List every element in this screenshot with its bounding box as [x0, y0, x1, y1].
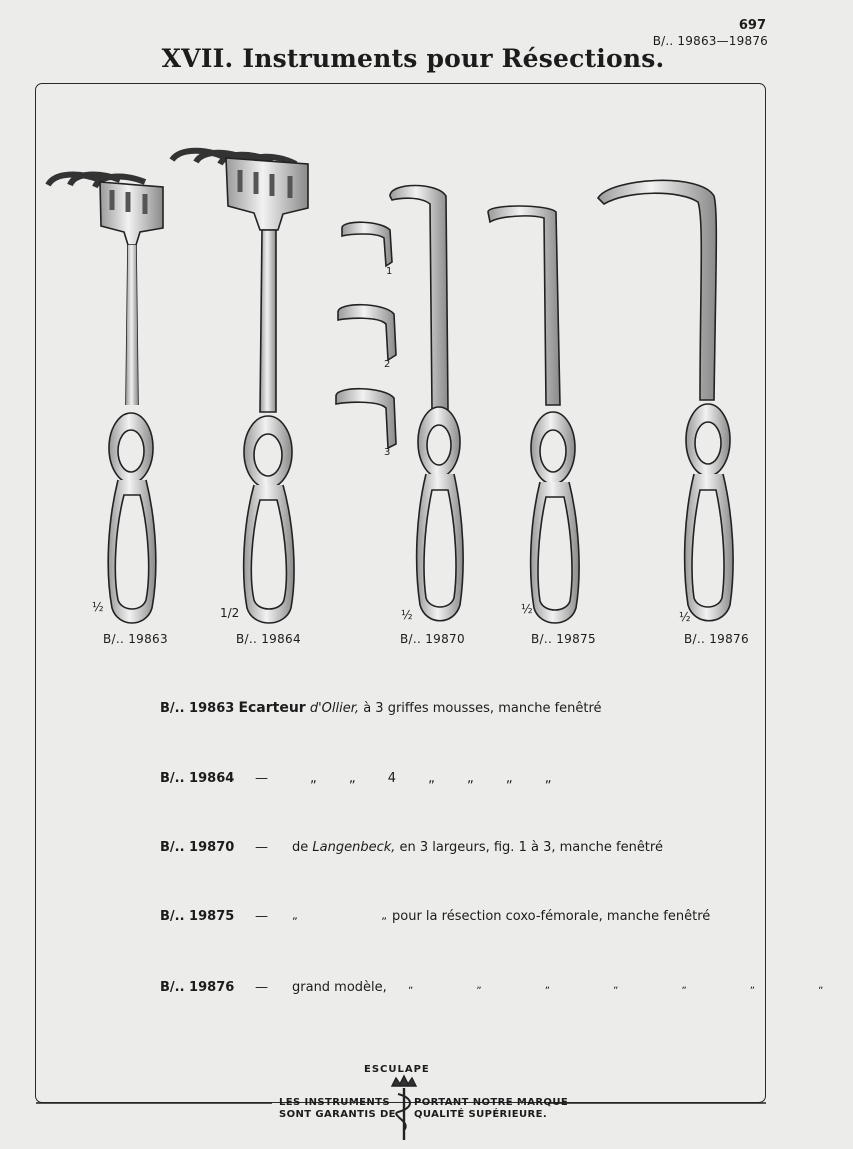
entry-text: à 3 griffes mousses, manche fenêtré — [363, 701, 602, 716]
entry-text: grand modèle, — [292, 980, 387, 995]
entry-dash: — — [255, 840, 268, 855]
footer-right-line2: QUALITÉ SUPÉRIEURE. — [414, 1109, 548, 1120]
entry-text-pre: de — [292, 840, 309, 855]
figure-label-19870: B/.. 19870 — [400, 632, 465, 646]
entry-ref: B/.. 19864 — [160, 771, 235, 786]
entry-author: d'Ollier, — [309, 701, 360, 716]
variant-number-1: 1 — [386, 266, 393, 277]
entry-19870 — [160, 840, 663, 855]
entry-19876 — [160, 980, 853, 995]
variant-number-2: 2 — [384, 359, 391, 370]
retractor-19864-drawing — [172, 151, 308, 623]
footer-guarantee-left — [279, 1097, 396, 1121]
entry-text: „ „ 4 „ „ „ „ — [310, 771, 566, 786]
retractor-19876-drawing — [598, 180, 733, 620]
entry-19863 — [160, 700, 602, 716]
scale-19863: ½ — [92, 600, 104, 614]
page-number: 697 — [738, 18, 766, 33]
footer-right-line1: PORTANT NOTRE MARQUE — [414, 1097, 569, 1108]
footer-guarantee-right — [414, 1097, 568, 1121]
retractor-19863-drawing — [48, 175, 163, 623]
entry-text: en 3 largeurs, fig. 1 à 3, manche fenêtré — [399, 840, 663, 855]
scale-19864: 1/2 — [220, 606, 240, 620]
entry-ref: B/.. 19863 — [160, 701, 235, 716]
scale-19875: ½ — [521, 602, 533, 616]
entry-19875 — [160, 909, 711, 924]
entry-description — [292, 840, 663, 855]
langenbeck-variant-drawings — [336, 222, 396, 448]
figure-label-19863: B/.. 19863 — [103, 632, 168, 646]
entry-dash: — — [255, 771, 268, 786]
figure-label-19875: B/.. 19875 — [531, 632, 596, 646]
figure-label-19876: B/.. 19876 — [684, 632, 749, 646]
brand-esculape: ESCULAPE — [364, 1064, 430, 1075]
variant-number-3: 3 — [384, 447, 391, 458]
entry-ditto: „ „ — [292, 909, 427, 922]
entry-text: pour la résection coxo-fémorale, manche fenêtré — [392, 909, 711, 924]
scale-19876: ½ — [679, 610, 691, 624]
scale-19870: ½ — [401, 608, 413, 622]
page-title: XVII. Instruments pour Résections. — [161, 44, 665, 73]
entry-name: Ecarteur — [238, 700, 306, 716]
entry-ref: B/.. 19870 — [160, 840, 235, 855]
entry-ref: B/.. 19875 — [160, 909, 235, 924]
entry-ref: B/.. 19876 — [160, 980, 235, 995]
footer-left-line1: LES INSTRUMENTS — [279, 1097, 390, 1108]
entry-dash: — — [255, 909, 268, 924]
footer-left-line2: SONT GARANTIS DE — [279, 1109, 396, 1120]
entry-ditto: „ „ „ „ „ „ „ — [408, 980, 853, 991]
entry-dash: — — [255, 980, 268, 995]
retractor-19875-drawing — [488, 206, 579, 623]
reference-range: B/.. 19863—19876 — [652, 34, 768, 48]
entry-19864 — [160, 771, 566, 786]
retractor-19870-drawing — [390, 186, 463, 621]
figure-label-19864: B/.. 19864 — [236, 632, 301, 646]
entry-author: Langenbeck, — [312, 840, 396, 855]
